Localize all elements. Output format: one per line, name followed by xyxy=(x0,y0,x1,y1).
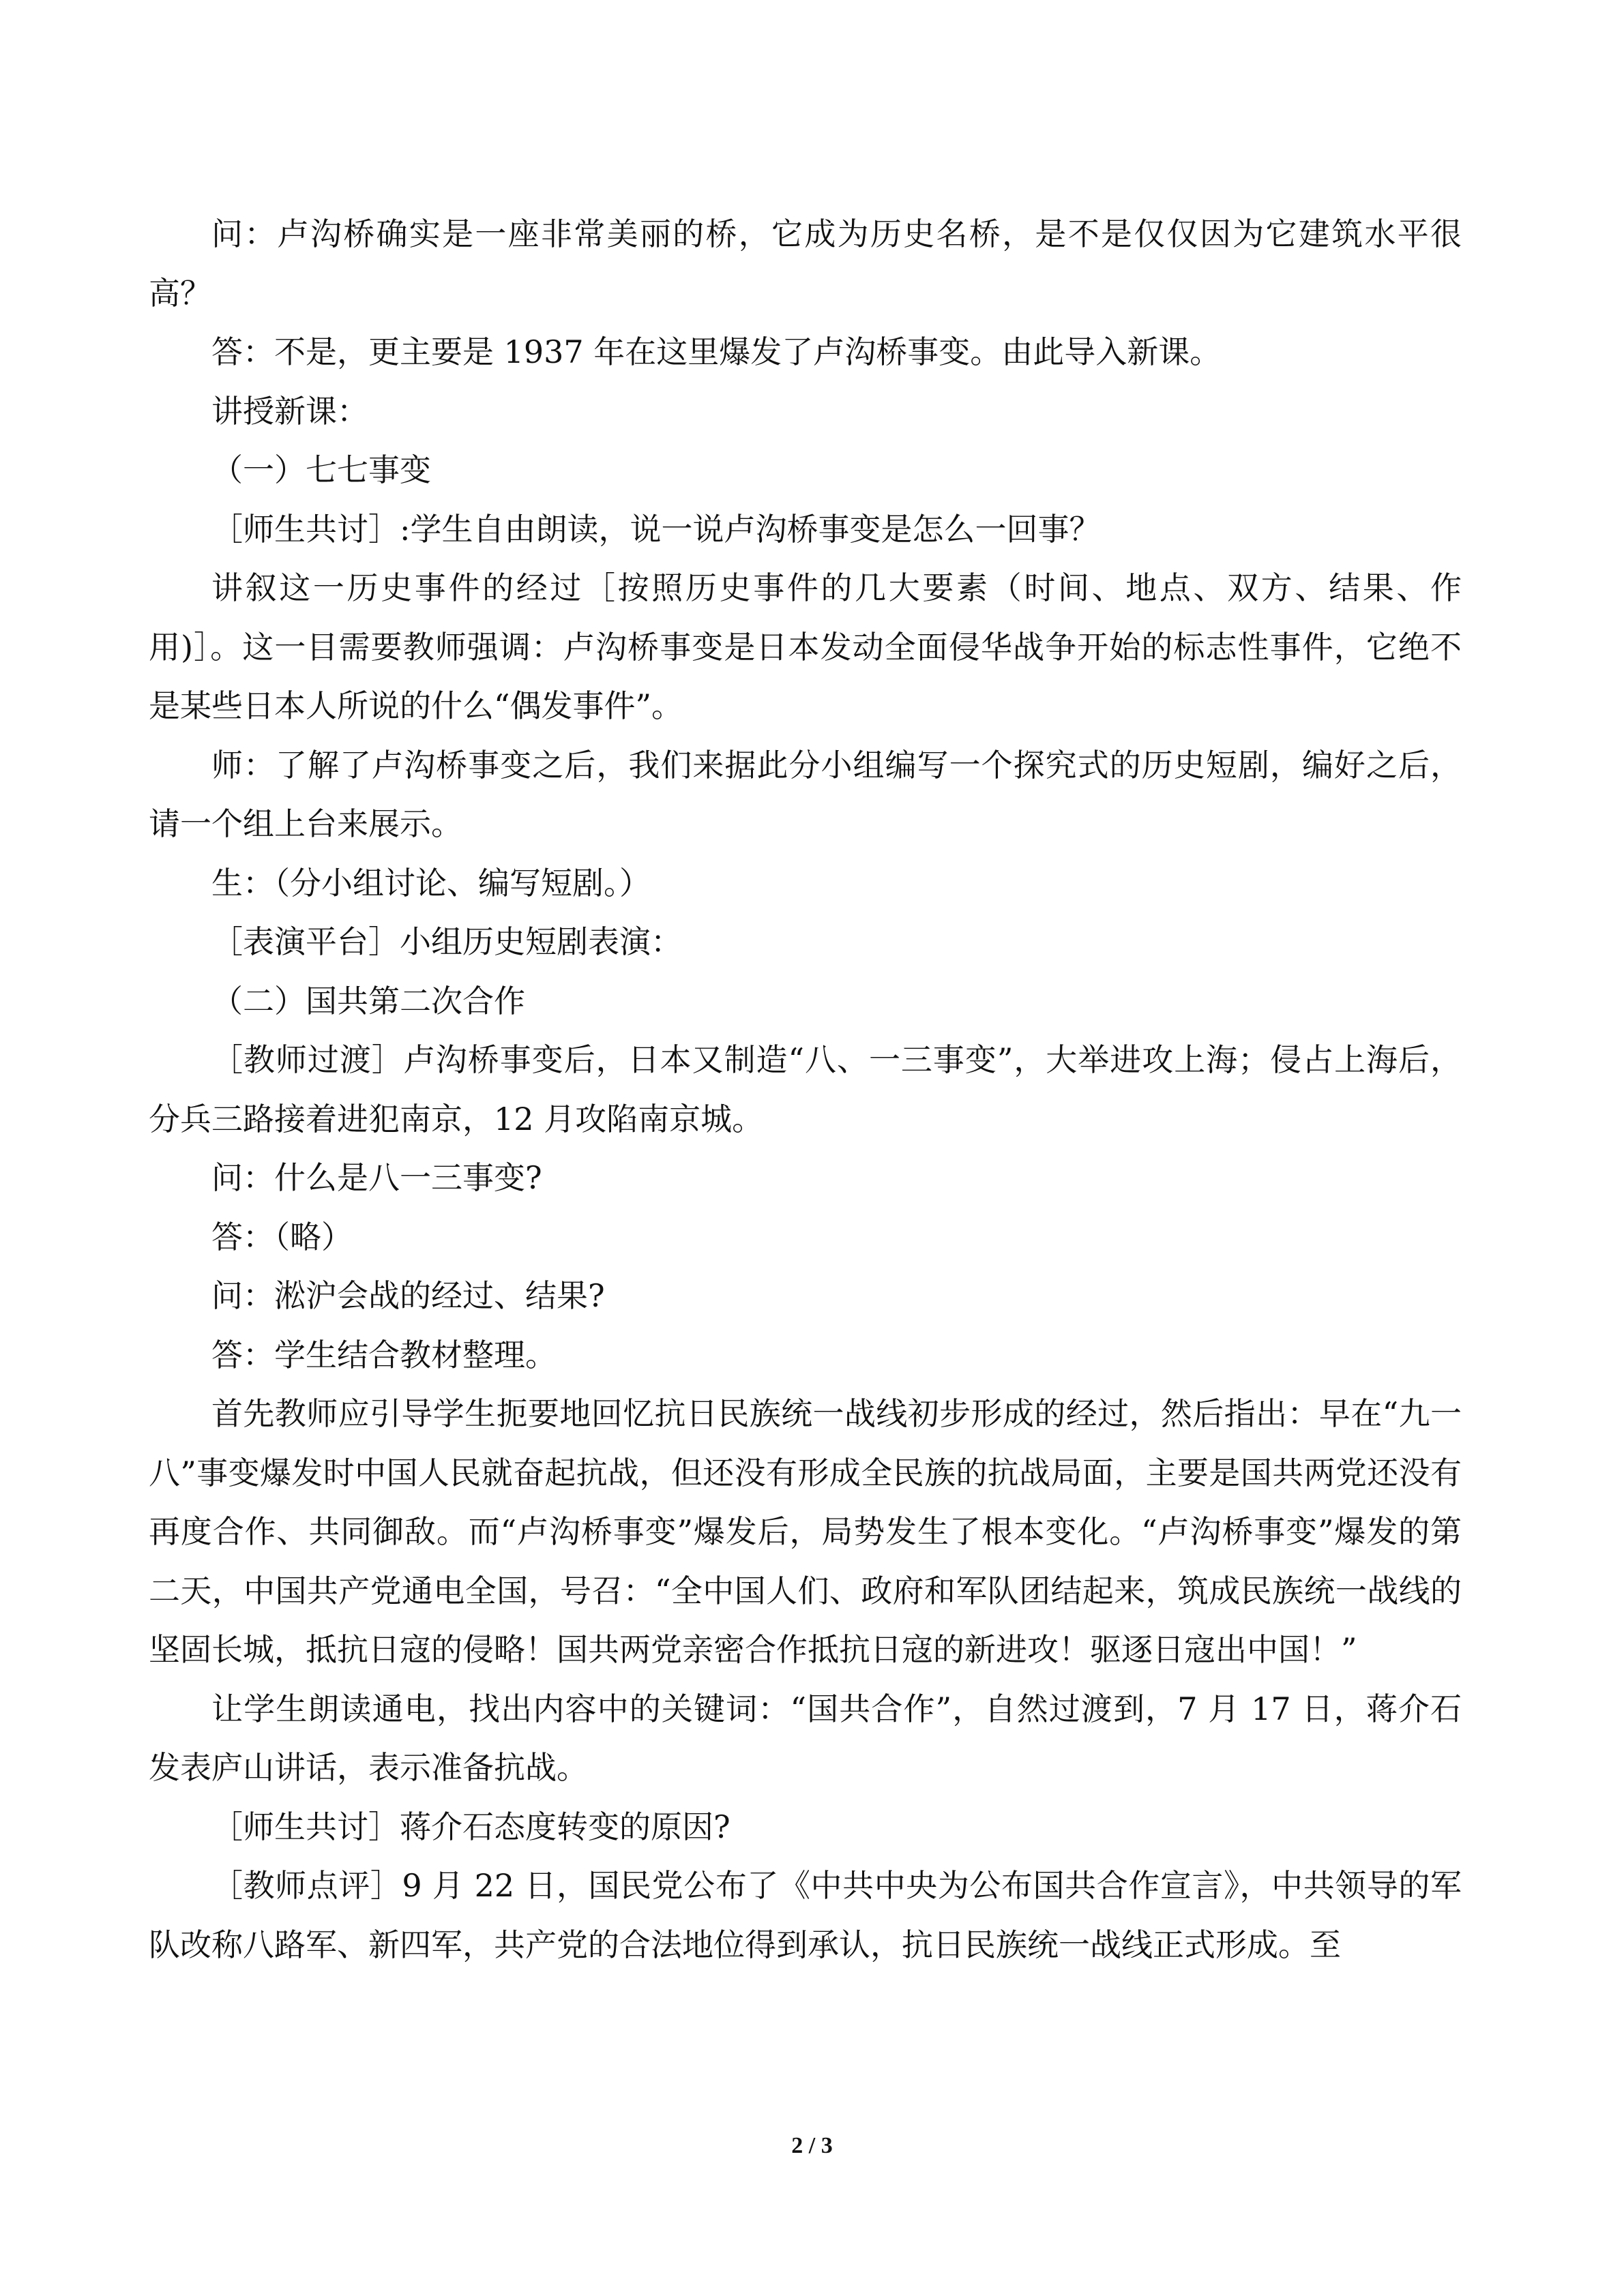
paragraph: 问：淞沪会战的经过、结果? xyxy=(211,1277,605,1314)
paragraph: 问：卢沟桥确实是一座非常美丽的桥，它成为历史名桥，是不是仅仅因为它建筑水平很高？ xyxy=(149,215,1462,312)
section-heading: （一）七七事变 xyxy=(211,451,431,488)
section-heading: （二）国共第二次合作 xyxy=(211,982,525,1019)
paragraph: 答：不是，更主要是 1937 年在这里爆发了卢沟桥事变。由此导入新课。 xyxy=(211,333,1222,370)
paragraph: ［师生共讨］:学生自由朗读，说一说卢沟桥事变是怎么一回事？ xyxy=(211,510,1101,548)
paragraph: 师：了解了卢沟桥事变之后，我们来据此分小组编写一个探究式的历史短剧，编好之后，请一个组上台来展示。 xyxy=(149,746,1462,842)
paragraph: 讲授新课： xyxy=(211,392,368,430)
paragraph: ［教师点评］9 月 22 日，国民党公布了《中共中央为公布国共合作宣言》，中共领导的军队改称八路军、新四军，共产党的合法地位得到承认，抗日民族统一战线正式形成。至 xyxy=(149,1867,1462,1963)
paragraph: 讲叙这一历史事件的经过［按照历史事件的几大要素（时间、地点、双方、结果、作用)］。这一目需要教师强调：卢沟桥事变是日本发动全面侵华战争开始的标志性事件，它绝不是某些日本人所说的什么“偶发事件”。 xyxy=(149,569,1462,724)
paragraph: 答：学生结合教材整理。 xyxy=(211,1336,557,1373)
paragraph: 问：什么是八一三事变? xyxy=(211,1159,542,1196)
paragraph: ［表演平台］小组历史短剧表演： xyxy=(211,923,682,960)
paragraph: ［教师过渡］卢沟桥事变后，日本又制造“八、一三事变”，大举进攻上海；侵占上海后，分兵三路接着进犯南京，12 月攻陷南京城。 xyxy=(149,1041,1462,1137)
paragraph: ［师生共讨］蒋介石态度转变的原因? xyxy=(211,1808,730,1845)
paragraph: 让学生朗读通电，找出内容中的关键词：“国共合作”，自然过渡到，7 月 17 日，蒋介石发表庐山讲话，表示准备抗战。 xyxy=(149,1690,1462,1786)
page-number: 2 / 3 xyxy=(791,2133,833,2158)
paragraph: 答：（略） xyxy=(211,1218,353,1255)
body-text xyxy=(149,205,1462,1974)
paragraph: 首先教师应引导学生扼要地回忆抗日民族统一战线初步形成的经过，然后指出：早在“九一八”事变爆发时中国人民就奋起抗战，但还没有形成全民族的抗战局面，主要是国共两党还没有再度合作、共同御敌。而“卢沟桥事变”爆发后，局势发生了根本变化。“卢沟桥事变”爆发的第二天，中国共产党通电全国，号召：“全中国人们、政府和军队团结起来，筑成民族统一战线的坚固长城，抵抗日寇的侵略！国共两党亲密合作抵抗日寇的新进攻！驱逐日寇出中国！” xyxy=(149,1395,1462,1668)
paragraph: 生：（分小组讨论、编写短剧。） xyxy=(211,864,651,901)
